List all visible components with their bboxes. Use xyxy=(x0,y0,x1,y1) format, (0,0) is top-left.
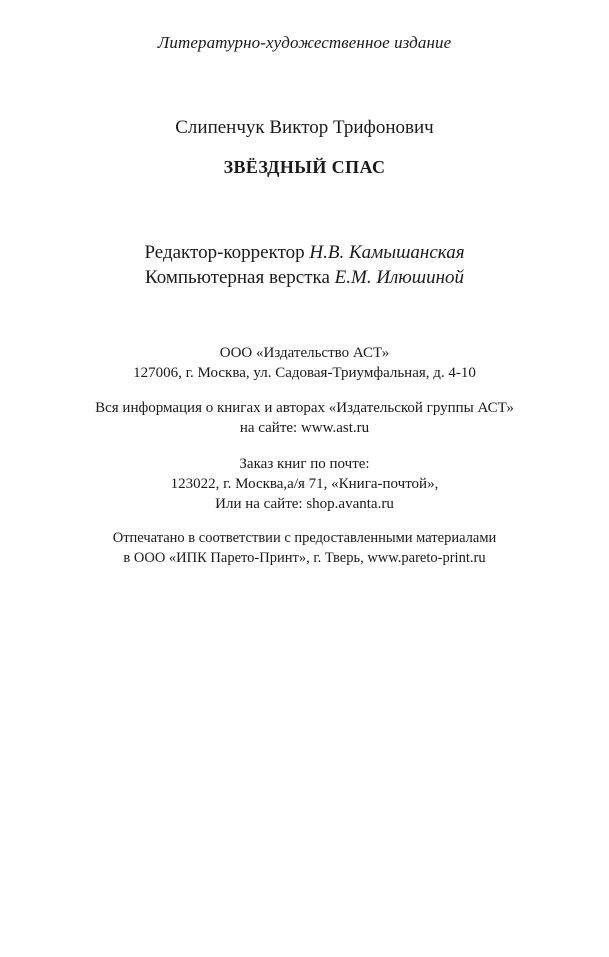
order-block xyxy=(0,454,609,514)
editor-name: Н.В. Камышанская xyxy=(309,242,465,263)
print-line-1: Отпечатано в соответствии с предоставленными материалами xyxy=(112,530,497,546)
order-line-3: Или на сайте: shop.avanta.ru xyxy=(215,496,394,512)
book-title: ЗВЁЗДНЫЙ СПАС xyxy=(223,157,386,177)
info-line-1: Вся информация о книгах и авторах «Издательской группы АСТ» xyxy=(95,400,514,416)
layout-credit xyxy=(0,265,609,290)
series-line: Литературно-художественное издание xyxy=(157,33,452,52)
print-block xyxy=(0,528,609,568)
publisher-name: ООО «Издательство АСТ» xyxy=(219,345,390,361)
print-line-2: в ООО «ИПК Парето-Принт», г. Тверь, www.pareto-print.ru xyxy=(123,550,486,566)
info-block xyxy=(0,398,609,438)
info-line-2: на сайте: www.ast.ru xyxy=(239,420,370,436)
editor-credit xyxy=(0,240,609,265)
publisher-address: 127006, г. Москва, ул. Садовая-Триумфальная, д. 4-10 xyxy=(133,365,476,381)
credits-block xyxy=(0,240,609,290)
editor-role: Редактор-корректор xyxy=(144,242,305,263)
order-line-1: Заказ книг по почте: xyxy=(239,456,370,472)
layout-role: Компьютерная верстка xyxy=(144,267,330,288)
publisher-block xyxy=(0,343,609,383)
layout-name: Е.М. Илюшиной xyxy=(334,267,464,288)
order-line-2: 123022, г. Москва,а/я 71, «Книга-почтой», xyxy=(170,476,439,492)
author-name: Слипенчук Виктор Трифонович xyxy=(175,117,434,138)
